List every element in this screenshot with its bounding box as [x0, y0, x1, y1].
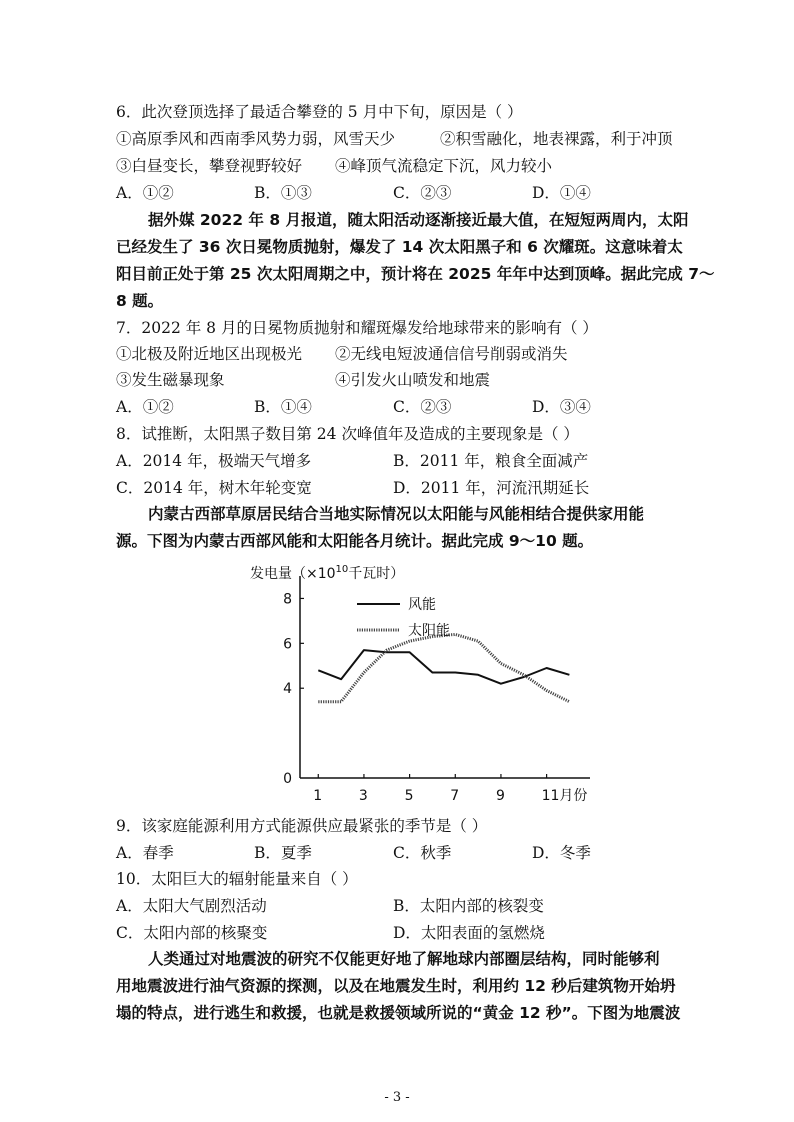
y-tick-label: 4 [283, 681, 292, 698]
q6-statement-1: ①高原季风和西南季风势力弱，风雪天少 [116, 130, 396, 148]
chart-series [318, 634, 569, 701]
x-tick-label: 11月份 [541, 788, 588, 804]
q10-stem: 10．太阳巨大的辐射能量来自（ ） [116, 870, 358, 888]
passage1-line-4: 8 题。 [116, 292, 164, 310]
q10-option-b: B．太阳内部的核裂变 [393, 897, 544, 915]
q10-option-a: A．太阳大气剧烈活动 [116, 897, 267, 915]
q7-statement-3: ③发生磁暴现象 [116, 371, 225, 389]
passage3-line-2: 用地震波进行油气资源的探测，以及在地震发生时，利用约 12 秒后建筑物开始坍 [116, 977, 676, 995]
q8-stem: 8．试推断，太阳黑子数目第 24 次峰值年及造成的主要现象是（ ） [116, 425, 579, 443]
passage3-line-1: 人类通过对地震波的研究不仅能更好地了解地球内部圈层结构，同时能够利 [148, 950, 660, 968]
energy-chart [240, 556, 610, 814]
passage3-line-3: 塌的特点，进行逃生和救援，也就是救援领域所说的“黄金 12 秒”。下图为地震波 [116, 1004, 681, 1022]
y-tick-label: 6 [283, 636, 292, 653]
q7-statement-2: ②无线电短波通信信号削弱或消失 [335, 345, 568, 363]
q10-option-c: C．太阳内部的核聚变 [116, 924, 268, 942]
q7-option-d: D．③④ [532, 398, 591, 416]
q7-option-c: C．②③ [393, 398, 452, 416]
q7-option-b: B．①④ [254, 398, 312, 416]
page-number: - 3 - [384, 1090, 410, 1105]
q8-option-d: D．2011 年，河流汛期延长 [393, 479, 590, 497]
q6-option-a: A．①② [116, 184, 174, 202]
q7-option-a: A．①② [116, 398, 174, 416]
q6-option-c: C．②③ [393, 184, 452, 202]
q6-statement-3: ③白昼变长，攀登视野较好 [116, 157, 303, 175]
q9-option-d: D．冬季 [532, 844, 591, 862]
chart-ylabel-unit: 千瓦时） [348, 566, 405, 582]
series-line-solar [318, 634, 569, 701]
q9-stem: 9．该家庭能源利用方式能源供应最紧张的季节是（ ） [116, 817, 488, 835]
chart-ylabel-exp: 10 [335, 564, 349, 575]
y-tick-label: 8 [283, 591, 292, 608]
q7-stem: 7．2022 年 8 月的日冕物质抛射和耀斑爆发给地球带来的影响有（ ） [116, 319, 598, 337]
passage2-line-1: 内蒙古西部草原居民结合当地实际情况以太阳能与风能相结合提供家用能 [148, 505, 645, 523]
passage2-line-2: 源。下图为内蒙古西部风能和太阳能各月统计。据此完成 9～10 题。 [116, 532, 594, 550]
x-tick-label: 9 [495, 788, 505, 804]
legend-label-solar: 太阳能 [408, 623, 450, 639]
q10-option-d: D．太阳表面的氢燃烧 [393, 924, 545, 942]
q9-option-b: B．夏季 [254, 844, 312, 862]
passage1-line-2: 已经发生了 36 次日冕物质抛射，爆发了 14 次太阳黑子和 6 次耀斑。这意味着太 [116, 238, 683, 256]
q6-option-d: D．①④ [532, 184, 591, 202]
x-tick-label: 7 [450, 788, 460, 804]
q6-statement-2: ②积雪融化，地表裸露，利于冲顶 [440, 130, 673, 148]
legend-label-wind: 风能 [408, 597, 436, 613]
q9-option-a: A．春季 [116, 844, 174, 862]
q6-statement-4: ④峰顶气流稳定下沉，风力较小 [335, 157, 553, 175]
passage1-line-1: 据外媒 2022 年 8 月报道，随太阳活动逐渐接近最大值，在短短两周内，太阳 [148, 211, 689, 229]
chart-ylabel-main: 发电量（×10 [250, 566, 336, 582]
chart-legend [357, 596, 450, 639]
q8-option-c: C．2014 年，树木年轮变宽 [116, 479, 312, 497]
x-tick-label: 5 [404, 788, 414, 804]
chart-ylabel [250, 564, 404, 582]
x-tick-label: 1 [313, 788, 323, 804]
q6-option-b: B．①③ [254, 184, 312, 202]
q9-option-c: C．秋季 [393, 844, 452, 862]
x-tick-label: 3 [358, 788, 368, 804]
q6-stem: 6．此次登顶选择了最适合攀登的 5 月中下旬，原因是（ ） [116, 103, 523, 121]
q8-option-b: B．2011 年，粮食全面减产 [393, 452, 589, 470]
q7-statement-4: ④引发火山喷发和地震 [335, 371, 491, 389]
q7-statement-1: ①北极及附近地区出现极光 [116, 345, 303, 363]
y-tick-label: 0 [283, 771, 292, 787]
passage1-line-3: 阳目前正处于第 25 次太阳周期之中，预计将在 2025 年年中达到顶峰。据此完成 7～ [116, 265, 715, 283]
q8-option-a: A．2014 年，极端天气增多 [116, 452, 312, 470]
